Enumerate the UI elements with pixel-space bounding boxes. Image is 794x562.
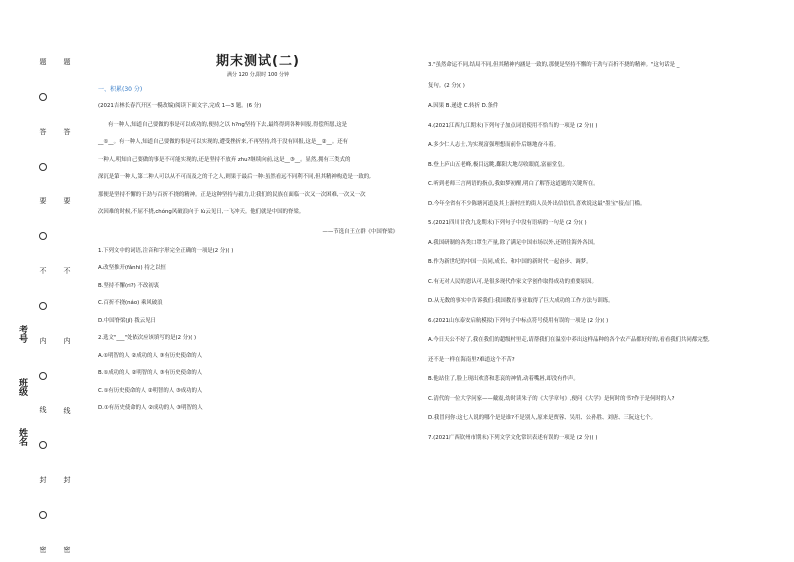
option-b[interactable]: B.登上庐山五老峰,极目远眺,鄱阳大地尽收眼底,富丽堂皇。: [428, 161, 568, 168]
page-subtitle: 满分 120 分,限时 100 分钟: [226, 72, 290, 78]
seal-char: 不: [63, 267, 71, 276]
question-stem: 5.(2021四川甘孜九龙期末)下列句子中没有语病的一句是 (2 分)( ): [428, 220, 587, 226]
seal-char: 题: [63, 58, 71, 66]
seal-char: 要: [63, 197, 71, 206]
right-column: [428, 62, 768, 441]
seal-char: 内: [63, 336, 71, 345]
exam-number-label: 考号: [17, 325, 27, 343]
option-a-continued: 还不是一样在海南里?难道这个不苦?: [428, 356, 515, 363]
question-stem: 6.(2021山东泰安启航模拟)下列句子中标点符号使用有误的一项是 (2 分)( ): [428, 317, 609, 324]
seal-char: 答: [63, 127, 71, 136]
option-c[interactable]: C.有无对人民的恩认可,是很多现代作家文学创作取得成功的重要原因。: [428, 278, 597, 285]
option-b[interactable]: B.①成功的人 ②明智的人 ③有历史使命的人: [98, 370, 203, 376]
passage-line: 一种人,明知自己要做的事是不可能实现的,还是坚持不放弃 zhu?继续向前,这是__③__。显然,拥有三类式的: [98, 156, 351, 163]
binding-margin: [0, 0, 90, 562]
question-6: [428, 318, 768, 422]
option-d[interactable]: D.①有历史使命的人 ②成功的人 ③明智的人: [98, 405, 203, 411]
name-label: 姓名: [17, 428, 27, 446]
passage-line: 深沉是第一种人,第二种人可以从不可而及之的千之人,则果于最后一种:虽然看远不同利不同,但其精神构造是一致的,: [98, 174, 371, 180]
option-a[interactable]: A.①明智的人 ②成功的人 ③有历史使命的人: [98, 352, 203, 359]
passage-citation: ——节选自王立群《中国脊梁》: [322, 228, 398, 235]
seal-char: 封: [39, 476, 47, 485]
seal-char: 封: [63, 476, 71, 485]
question-3: [428, 62, 768, 110]
seal-char: 答: [39, 127, 47, 136]
option-b[interactable]: B.坚持不懈(ri?) 不改初衷: [98, 282, 160, 289]
question-stem: 3."虽然命运不同,结局不同,但其精神内涵是一致的,那便是坚持不懈的干劲与百折不挠的精神。"这句话是 _: [428, 62, 680, 68]
passage-intro: (2021吉林长春汽开区一模改编)阅读下面文字,完成 1—3 题。(6 分): [98, 103, 262, 109]
section-heading: 一、积累(30 分): [98, 86, 143, 93]
option-d[interactable]: D.从无数的事实中告诉我们:我国教育事业取得了巨大成功的工作方法与训练。: [428, 298, 614, 304]
page-title: 期末测试(二): [216, 54, 300, 69]
passage-line: __①__。有一种人,知道自己要做的事是可以实现的,遭受挫折来,不再坚持,终于没有回报,这是__②__。还有: [98, 139, 349, 145]
passage-line: 那便是坚持不懈的干劲与百折不挠的精神。正是这种坚持与毅力,让我们的民族在面临一次又一次困难,一次又一次: [98, 191, 366, 198]
seal-char: 密: [39, 545, 47, 554]
option-a[interactable]: A.多少仁人志士,为实现富强理想而前仆后继地奋斗着。: [428, 142, 560, 148]
option-b[interactable]: B.作为新世纪的中国一员同,成长、和中国的新时代一起奋步、调梦。: [428, 259, 592, 265]
question-5: [428, 220, 768, 305]
option-d[interactable]: D.今年全省有不少陈塘河道及其上游村庄的街人员外出信信信,喜欢说这最"墨宝"接点门槛。: [428, 200, 646, 207]
seal-char: 线: [39, 406, 47, 415]
passage-line: 次因难的时候,不屈不挠,chóng风破浪向于 lù云见日,一飞冲天。他们就是中国的脊梁。: [98, 209, 305, 215]
question-1: [98, 248, 398, 325]
seal-char: 不: [39, 267, 47, 276]
question-stem: 1.下列文中的词语,注音和字形完全正确的一项是(2 分)( ): [98, 247, 234, 254]
question-4: [428, 123, 768, 208]
circle-marker-icon: [39, 511, 47, 519]
question-stem: 2.选文"___"处依次应该填写的是(2 分)( ): [98, 335, 197, 341]
question-7: [428, 435, 768, 442]
seal-char: 线: [63, 406, 71, 415]
option-c[interactable]: C.①有历史使命的人 ②明智的人 ③成功的人: [98, 387, 203, 394]
option-c[interactable]: C.清代的一位大学问家——戴震,幼时读朱子的《大学章句》,便问《大学》是何时的书?作于是何时的人?: [428, 395, 675, 402]
seal-char: 题: [39, 58, 47, 66]
option-c[interactable]: C.百折不挠(náo) 乘风破浪: [98, 300, 163, 306]
question-2: [98, 335, 398, 412]
passage-line: 有一种人,知道自己要做的事是可以成功的,便持之以 h?ng坚持下去,最终得到各种回报,得偿所愿,这是: [108, 121, 348, 128]
circle-marker-icon: [39, 302, 47, 310]
circle-marker-icon: [39, 163, 47, 171]
circle-marker-icon: [39, 93, 47, 101]
option-a[interactable]: A.改坚推开(fǎnhi) 持之以恒: [98, 265, 166, 271]
option-a[interactable]: A.我国研制的各类口罩生产量,除了满足中国市场以外,还销往海外各国。: [428, 239, 599, 246]
option-c[interactable]: C.听到老师三言两语的指点,我如梦初醒,明白了解答这道题的关键所在。: [428, 181, 599, 187]
option-b[interactable]: B.他站住了,脸上现出欢喜和悲哀的神情,动着嘴唇,却没有作声。: [428, 376, 579, 382]
question-stem: 复句。(2 分)( ): [428, 82, 465, 89]
seal-char: 密: [63, 545, 71, 554]
option-a[interactable]: A.今日天公不好了,我在我们的超级村里走,请帮我们在温室中养出这样品种的各个农产品都好好的,看看我们共同都完整,: [428, 337, 710, 343]
circle-marker-icon: [39, 441, 47, 449]
circle-marker-icon: [39, 372, 47, 380]
seal-char: 要: [39, 197, 47, 206]
class-label: 班级: [17, 378, 27, 396]
circle-marker-icon: [39, 232, 47, 240]
option-d[interactable]: D.中国脊梁(jǐ) 拨云见日: [98, 317, 156, 324]
seal-char: 内: [39, 336, 47, 345]
seal-column-left: [36, 58, 50, 554]
question-stem: 7.(2021广西钦州市期末)下列文学文化常识表述有误的一项是 (2 分)( ): [428, 434, 598, 441]
seal-column-right: [60, 58, 74, 554]
left-column: [98, 50, 398, 423]
question-stem: 4.(2021江西九江期末)下列句子加点词语使用不恰当的一项是 (2 分)( ): [428, 122, 598, 129]
option-d[interactable]: D.我冒问你:这七人说的哪个是是谁?不是别人,原来是贾蓉、吴用、公孙胜、刘唐、三阮这七个。: [428, 415, 656, 421]
options-row[interactable]: A.因果 B.递进 C.转折 D.条件: [428, 103, 499, 109]
passage: [98, 122, 398, 216]
